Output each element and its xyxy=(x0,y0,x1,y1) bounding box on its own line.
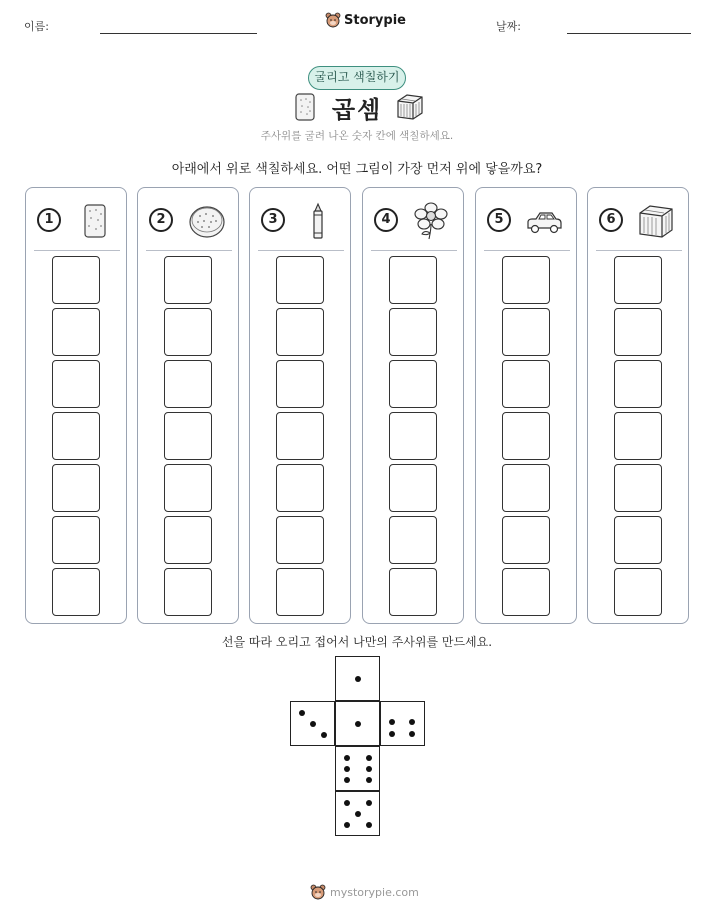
die-pip xyxy=(409,731,415,737)
column-number: 4 xyxy=(374,208,398,232)
column-3 xyxy=(249,187,351,624)
coloring-cell xyxy=(614,308,662,356)
coloring-cell xyxy=(52,516,100,564)
coloring-cell xyxy=(389,568,437,616)
coloring-cell xyxy=(502,412,550,460)
title-row xyxy=(0,90,714,124)
coloring-cell xyxy=(614,360,662,408)
coloring-cell xyxy=(52,412,100,460)
coloring-cell xyxy=(614,516,662,564)
die-pip xyxy=(366,755,372,761)
crayon-icon xyxy=(298,202,338,240)
activity-tag: 굴리고 색칠하기 xyxy=(308,66,406,90)
column-5 xyxy=(475,187,577,624)
wooden-crate-icon xyxy=(636,202,676,240)
die-face-5 xyxy=(335,791,380,836)
bear-mascot-icon xyxy=(310,884,326,900)
cut-fold-note: 선을 따라 오리고 접어서 나만의 주사위를 만드세요. xyxy=(221,635,493,649)
die-pip xyxy=(409,719,415,725)
coloring-cell xyxy=(52,256,100,304)
coloring-cell xyxy=(164,516,212,564)
coloring-cell xyxy=(164,360,212,408)
coloring-cell xyxy=(614,464,662,512)
coloring-cell xyxy=(164,308,212,356)
die-face-3 xyxy=(290,701,335,746)
die-pip xyxy=(321,732,327,738)
coloring-cell xyxy=(614,568,662,616)
page-title: 곱셈 xyxy=(331,96,383,124)
coloring-cell xyxy=(276,412,324,460)
coloring-cell xyxy=(502,256,550,304)
column-divider xyxy=(34,250,120,251)
column-1 xyxy=(25,187,127,624)
flower-icon xyxy=(411,202,451,240)
die-pip xyxy=(355,676,361,682)
instruction: 아래에서 위로 색칠하세요. 어떤 그림이 가장 먼저 위에 닿을까요? xyxy=(171,162,543,177)
coloring-cell xyxy=(276,360,324,408)
coloring-cell xyxy=(502,308,550,356)
column-number: 6 xyxy=(599,208,623,232)
coloring-cell xyxy=(276,516,324,564)
die-pip xyxy=(355,811,361,817)
die-pip xyxy=(310,721,316,727)
coloring-cell xyxy=(52,568,100,616)
coloring-cell xyxy=(614,412,662,460)
column-number: 1 xyxy=(37,208,61,232)
die-face-1 xyxy=(335,701,380,746)
coloring-cell xyxy=(389,412,437,460)
die-pip xyxy=(366,800,372,806)
die-face-6 xyxy=(335,746,380,791)
coloring-cell xyxy=(52,308,100,356)
column-4 xyxy=(362,187,464,624)
cracker-icon xyxy=(74,202,114,240)
coloring-cell xyxy=(389,516,437,564)
die-pip xyxy=(299,710,305,716)
coloring-cell xyxy=(276,256,324,304)
coloring-cell xyxy=(52,360,100,408)
die-pip xyxy=(389,731,395,737)
die-pip xyxy=(355,721,361,727)
coloring-cell xyxy=(614,256,662,304)
car-icon xyxy=(524,202,564,240)
date-line xyxy=(567,33,691,34)
name-line xyxy=(100,33,257,34)
subtitle: 주사위를 굴려 나온 숫자 칸에 색칠하세요. xyxy=(260,130,454,142)
coloring-cell xyxy=(276,464,324,512)
column-divider xyxy=(484,250,570,251)
coloring-cell xyxy=(164,412,212,460)
wooden-crate-icon xyxy=(395,92,425,122)
die-pip xyxy=(366,822,372,828)
die-pip xyxy=(344,777,350,783)
column-number: 5 xyxy=(487,208,511,232)
die-pip xyxy=(366,777,372,783)
die-pip xyxy=(344,755,350,761)
column-divider xyxy=(258,250,344,251)
column-number: 3 xyxy=(261,208,285,232)
coloring-cell xyxy=(502,360,550,408)
coloring-cell xyxy=(276,568,324,616)
die-face-1 xyxy=(335,656,380,701)
die-pip xyxy=(344,822,350,828)
die-pip xyxy=(344,766,350,772)
coloring-cell xyxy=(164,568,212,616)
brand-logo xyxy=(325,12,406,28)
coloring-cell xyxy=(164,464,212,512)
die-pip xyxy=(366,766,372,772)
coloring-cell xyxy=(164,256,212,304)
coloring-cell xyxy=(502,516,550,564)
coloring-cell xyxy=(389,308,437,356)
coloring-cell xyxy=(502,568,550,616)
column-divider xyxy=(371,250,457,251)
brand-name: Storypie xyxy=(344,12,406,28)
cookie-icon xyxy=(186,202,226,240)
footer xyxy=(310,884,419,900)
column-number: 2 xyxy=(149,208,173,232)
name-label: 이름: xyxy=(24,20,49,33)
coloring-cell xyxy=(276,308,324,356)
coloring-cell xyxy=(502,464,550,512)
column-divider xyxy=(146,250,232,251)
column-6 xyxy=(587,187,689,624)
die-face-4 xyxy=(380,701,425,746)
die-pip xyxy=(389,719,395,725)
bear-mascot-icon xyxy=(325,12,341,28)
coloring-cell xyxy=(52,464,100,512)
die-pip xyxy=(344,800,350,806)
coloring-cell xyxy=(389,464,437,512)
footer-url: mystorypie.com xyxy=(330,885,419,899)
date-label: 날짜: xyxy=(496,20,521,33)
column-2 xyxy=(137,187,239,624)
coloring-cell xyxy=(389,360,437,408)
coloring-cell xyxy=(389,256,437,304)
column-divider xyxy=(596,250,682,251)
